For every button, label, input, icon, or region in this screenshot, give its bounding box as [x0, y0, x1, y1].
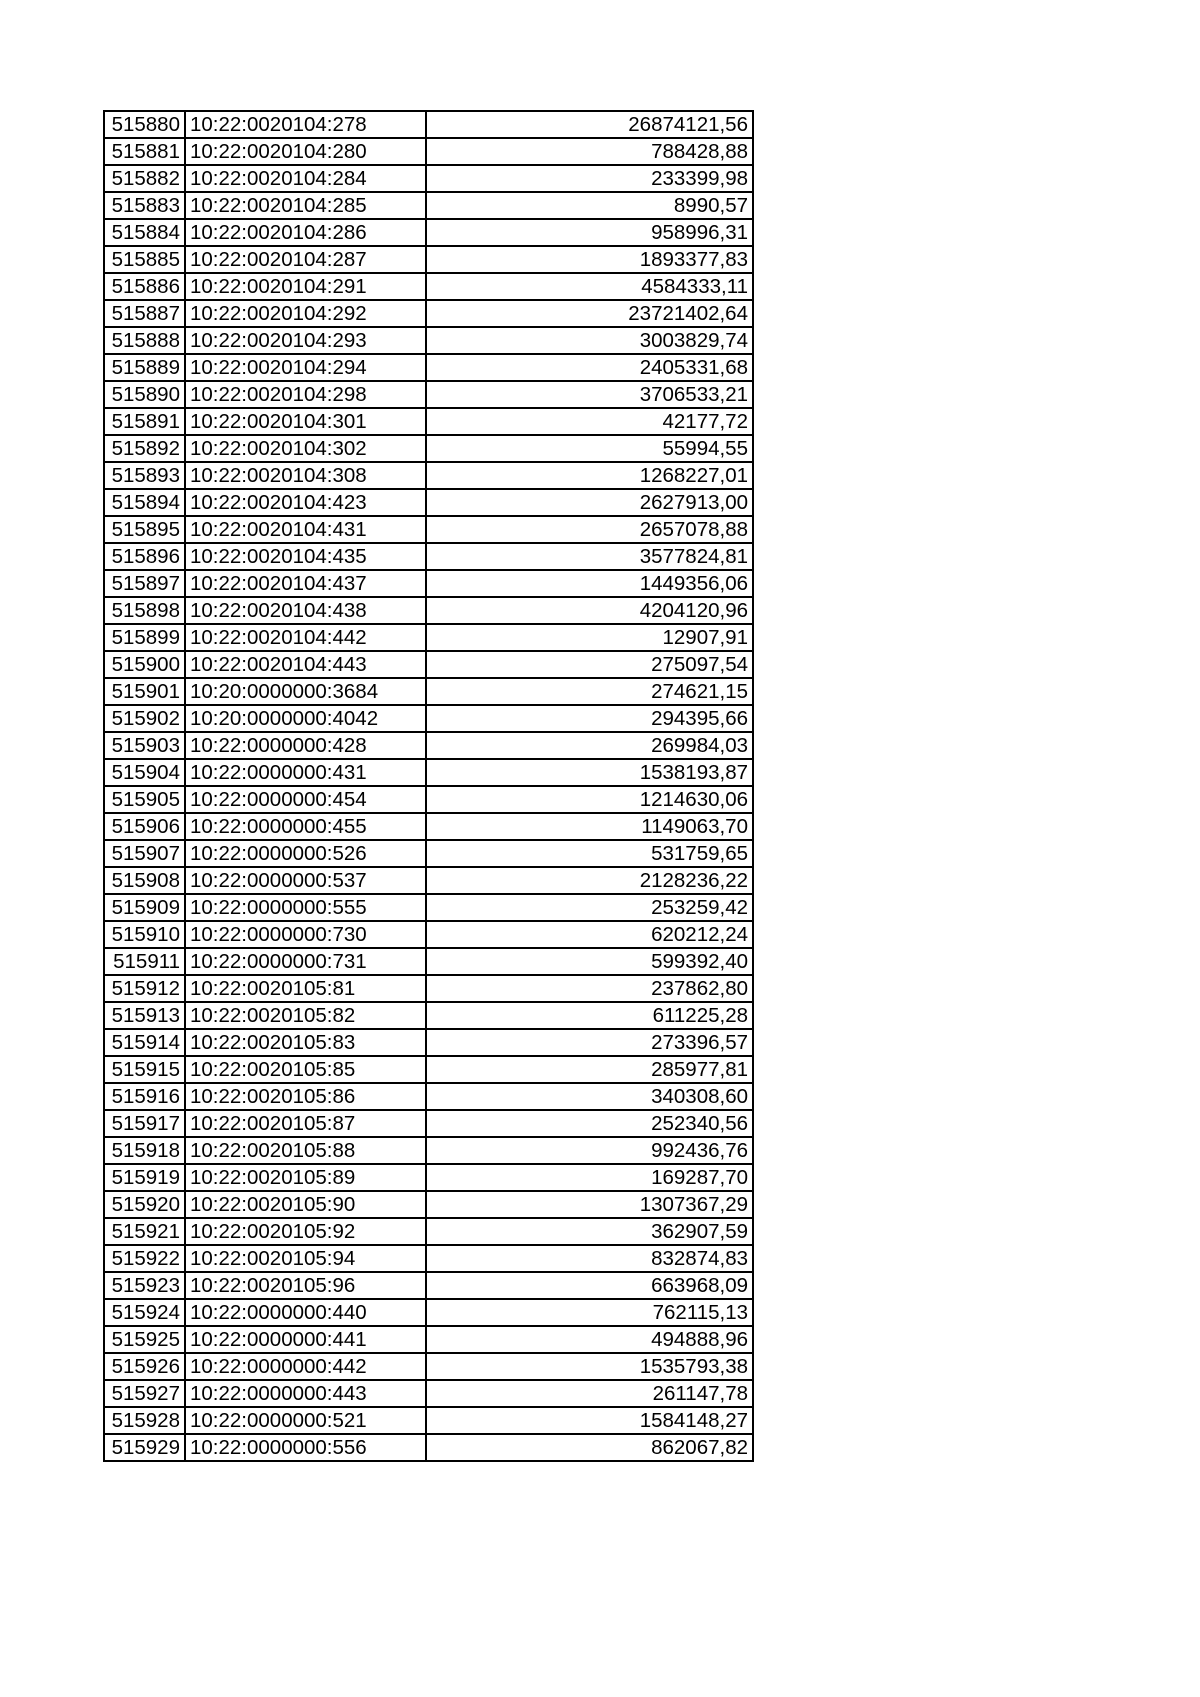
cadastral-number-cell: 10:22:0020104:278 [185, 111, 426, 138]
value-cell: 55994,55 [426, 435, 753, 462]
value-cell: 992436,76 [426, 1137, 753, 1164]
row-id-cell: 515909 [104, 894, 185, 921]
value-cell: 252340,56 [426, 1110, 753, 1137]
value-cell: 531759,65 [426, 840, 753, 867]
table-row [104, 1272, 753, 1299]
row-id-cell: 515893 [104, 462, 185, 489]
table-row [104, 1164, 753, 1191]
value-cell: 4204120,96 [426, 597, 753, 624]
row-id-cell: 515899 [104, 624, 185, 651]
row-id-cell: 515917 [104, 1110, 185, 1137]
cadastral-number-cell: 10:22:0020105:92 [185, 1218, 426, 1245]
value-cell: 261147,78 [426, 1380, 753, 1407]
row-id-cell: 515923 [104, 1272, 185, 1299]
table-row [104, 462, 753, 489]
row-id-cell: 515921 [104, 1218, 185, 1245]
value-cell: 762115,13 [426, 1299, 753, 1326]
cadastral-number-cell: 10:22:0020105:85 [185, 1056, 426, 1083]
table-row [104, 786, 753, 813]
row-id-cell: 515907 [104, 840, 185, 867]
value-cell: 1214630,06 [426, 786, 753, 813]
value-cell: 599392,40 [426, 948, 753, 975]
cadastral-number-cell: 10:22:0020104:302 [185, 435, 426, 462]
data-table [103, 110, 754, 1462]
row-id-cell: 515926 [104, 1353, 185, 1380]
table-row [104, 1218, 753, 1245]
table-row [104, 354, 753, 381]
cadastral-number-cell: 10:22:0000000:428 [185, 732, 426, 759]
value-cell: 2128236,22 [426, 867, 753, 894]
value-cell: 23721402,64 [426, 300, 753, 327]
cadastral-number-cell: 10:22:0000000:556 [185, 1434, 426, 1461]
value-cell: 832874,83 [426, 1245, 753, 1272]
cadastral-number-cell: 10:22:0000000:431 [185, 759, 426, 786]
row-id-cell: 515886 [104, 273, 185, 300]
value-cell: 362907,59 [426, 1218, 753, 1245]
row-id-cell: 515897 [104, 570, 185, 597]
row-id-cell: 515902 [104, 705, 185, 732]
value-cell: 1268227,01 [426, 462, 753, 489]
value-cell: 42177,72 [426, 408, 753, 435]
row-id-cell: 515918 [104, 1137, 185, 1164]
table-row [104, 1326, 753, 1353]
row-id-cell: 515912 [104, 975, 185, 1002]
cadastral-number-cell: 10:22:0000000:440 [185, 1299, 426, 1326]
table-row [104, 111, 753, 138]
table-row [104, 1110, 753, 1137]
row-id-cell: 515883 [104, 192, 185, 219]
row-id-cell: 515905 [104, 786, 185, 813]
table-row [104, 759, 753, 786]
table-row [104, 489, 753, 516]
table-row [104, 678, 753, 705]
cadastral-number-cell: 10:22:0020104:287 [185, 246, 426, 273]
row-id-cell: 515904 [104, 759, 185, 786]
table-row [104, 1245, 753, 1272]
value-cell: 1307367,29 [426, 1191, 753, 1218]
table-row [104, 894, 753, 921]
row-id-cell: 515882 [104, 165, 185, 192]
row-id-cell: 515887 [104, 300, 185, 327]
cadastral-number-cell: 10:22:0020104:435 [185, 543, 426, 570]
cadastral-number-cell: 10:22:0000000:730 [185, 921, 426, 948]
row-id-cell: 515891 [104, 408, 185, 435]
row-id-cell: 515898 [104, 597, 185, 624]
row-id-cell: 515928 [104, 1407, 185, 1434]
table-row [104, 327, 753, 354]
cadastral-number-cell: 10:22:0020104:280 [185, 138, 426, 165]
table-row [104, 813, 753, 840]
table-row [104, 1191, 753, 1218]
cadastral-number-cell: 10:22:0020104:286 [185, 219, 426, 246]
cadastral-number-cell: 10:22:0020105:96 [185, 1272, 426, 1299]
table-row [104, 1299, 753, 1326]
table-row [104, 543, 753, 570]
table-row [104, 1083, 753, 1110]
cadastral-number-cell: 10:22:0020105:90 [185, 1191, 426, 1218]
row-id-cell: 515929 [104, 1434, 185, 1461]
value-cell: 2405331,68 [426, 354, 753, 381]
row-id-cell: 515896 [104, 543, 185, 570]
cadastral-number-cell: 10:22:0020104:423 [185, 489, 426, 516]
cadastral-number-cell: 10:22:0020104:291 [185, 273, 426, 300]
table-row [104, 1002, 753, 1029]
table-row [104, 435, 753, 462]
table-row [104, 732, 753, 759]
value-cell: 1893377,83 [426, 246, 753, 273]
value-cell: 274621,15 [426, 678, 753, 705]
cadastral-number-cell: 10:20:0000000:3684 [185, 678, 426, 705]
row-id-cell: 515924 [104, 1299, 185, 1326]
value-cell: 8990,57 [426, 192, 753, 219]
value-cell: 611225,28 [426, 1002, 753, 1029]
cadastral-number-cell: 10:22:0020104:308 [185, 462, 426, 489]
cadastral-number-cell: 10:22:0020104:293 [185, 327, 426, 354]
cadastral-number-cell: 10:22:0020105:88 [185, 1137, 426, 1164]
table-row [104, 516, 753, 543]
cadastral-number-cell: 10:22:0020105:83 [185, 1029, 426, 1056]
row-id-cell: 515914 [104, 1029, 185, 1056]
value-cell: 237862,80 [426, 975, 753, 1002]
cadastral-number-cell: 10:22:0020104:284 [185, 165, 426, 192]
row-id-cell: 515908 [104, 867, 185, 894]
table-row [104, 246, 753, 273]
table-row [104, 219, 753, 246]
value-cell: 12907,91 [426, 624, 753, 651]
value-cell: 1538193,87 [426, 759, 753, 786]
cadastral-number-cell: 10:22:0000000:521 [185, 1407, 426, 1434]
table-row [104, 1353, 753, 1380]
value-cell: 3003829,74 [426, 327, 753, 354]
cadastral-number-cell: 10:22:0020105:81 [185, 975, 426, 1002]
value-cell: 294395,66 [426, 705, 753, 732]
value-cell: 1149063,70 [426, 813, 753, 840]
value-cell: 273396,57 [426, 1029, 753, 1056]
cadastral-number-cell: 10:20:0000000:4042 [185, 705, 426, 732]
value-cell: 2657078,88 [426, 516, 753, 543]
value-cell: 494888,96 [426, 1326, 753, 1353]
row-id-cell: 515915 [104, 1056, 185, 1083]
table-row [104, 975, 753, 1002]
table-row [104, 867, 753, 894]
row-id-cell: 515900 [104, 651, 185, 678]
row-id-cell: 515910 [104, 921, 185, 948]
value-cell: 26874121,56 [426, 111, 753, 138]
row-id-cell: 515903 [104, 732, 185, 759]
table-row [104, 192, 753, 219]
value-cell: 788428,88 [426, 138, 753, 165]
table-row [104, 705, 753, 732]
cadastral-number-cell: 10:22:0000000:441 [185, 1326, 426, 1353]
row-id-cell: 515919 [104, 1164, 185, 1191]
table-row [104, 273, 753, 300]
row-id-cell: 515880 [104, 111, 185, 138]
table-body [104, 111, 753, 1461]
cadastral-number-cell: 10:22:0000000:455 [185, 813, 426, 840]
row-id-cell: 515913 [104, 1002, 185, 1029]
table-row [104, 1407, 753, 1434]
cadastral-number-cell: 10:22:0000000:537 [185, 867, 426, 894]
row-id-cell: 515881 [104, 138, 185, 165]
table-row [104, 840, 753, 867]
value-cell: 620212,24 [426, 921, 753, 948]
table-row [104, 1434, 753, 1461]
value-cell: 663968,09 [426, 1272, 753, 1299]
table-row [104, 165, 753, 192]
cadastral-number-cell: 10:22:0020104:285 [185, 192, 426, 219]
row-id-cell: 515925 [104, 1326, 185, 1353]
row-id-cell: 515895 [104, 516, 185, 543]
row-id-cell: 515922 [104, 1245, 185, 1272]
row-id-cell: 515920 [104, 1191, 185, 1218]
cadastral-number-cell: 10:22:0020104:298 [185, 381, 426, 408]
table-row [104, 570, 753, 597]
value-cell: 4584333,11 [426, 273, 753, 300]
table-row [104, 651, 753, 678]
cadastral-number-cell: 10:22:0020105:89 [185, 1164, 426, 1191]
value-cell: 169287,70 [426, 1164, 753, 1191]
cadastral-number-cell: 10:22:0020104:437 [185, 570, 426, 597]
table-row [104, 381, 753, 408]
value-cell: 3577824,81 [426, 543, 753, 570]
cadastral-number-cell: 10:22:0020104:443 [185, 651, 426, 678]
value-cell: 3706533,21 [426, 381, 753, 408]
value-cell: 253259,42 [426, 894, 753, 921]
cadastral-number-cell: 10:22:0020104:294 [185, 354, 426, 381]
cadastral-number-cell: 10:22:0020104:431 [185, 516, 426, 543]
table-row [104, 1056, 753, 1083]
row-id-cell: 515892 [104, 435, 185, 462]
cadastral-number-cell: 10:22:0020104:438 [185, 597, 426, 624]
cadastral-number-cell: 10:22:0020105:82 [185, 1002, 426, 1029]
table-row [104, 948, 753, 975]
row-id-cell: 515894 [104, 489, 185, 516]
value-cell: 275097,54 [426, 651, 753, 678]
cadastral-number-cell: 10:22:0020105:86 [185, 1083, 426, 1110]
row-id-cell: 515889 [104, 354, 185, 381]
table-row [104, 624, 753, 651]
value-cell: 1584148,27 [426, 1407, 753, 1434]
cadastral-number-cell: 10:22:0000000:454 [185, 786, 426, 813]
cadastral-number-cell: 10:22:0000000:731 [185, 948, 426, 975]
table-row [104, 300, 753, 327]
value-cell: 1535793,38 [426, 1353, 753, 1380]
table-row [104, 1380, 753, 1407]
cadastral-number-cell: 10:22:0020105:94 [185, 1245, 426, 1272]
table-row [104, 921, 753, 948]
value-cell: 1449356,06 [426, 570, 753, 597]
value-cell: 269984,03 [426, 732, 753, 759]
row-id-cell: 515888 [104, 327, 185, 354]
row-id-cell: 515916 [104, 1083, 185, 1110]
cadastral-number-cell: 10:22:0020105:87 [185, 1110, 426, 1137]
row-id-cell: 515927 [104, 1380, 185, 1407]
table-row [104, 1029, 753, 1056]
table-row [104, 597, 753, 624]
value-cell: 862067,82 [426, 1434, 753, 1461]
cadastral-number-cell: 10:22:0000000:526 [185, 840, 426, 867]
table-row [104, 138, 753, 165]
cadastral-number-cell: 10:22:0000000:555 [185, 894, 426, 921]
row-id-cell: 515906 [104, 813, 185, 840]
row-id-cell: 515885 [104, 246, 185, 273]
row-id-cell: 515890 [104, 381, 185, 408]
cadastral-number-cell: 10:22:0000000:442 [185, 1353, 426, 1380]
value-cell: 2627913,00 [426, 489, 753, 516]
row-id-cell: 515884 [104, 219, 185, 246]
cadastral-number-cell: 10:22:0000000:443 [185, 1380, 426, 1407]
row-id-cell: 515911 [104, 948, 185, 975]
value-cell: 233399,98 [426, 165, 753, 192]
value-cell: 285977,81 [426, 1056, 753, 1083]
cadastral-number-cell: 10:22:0020104:442 [185, 624, 426, 651]
row-id-cell: 515901 [104, 678, 185, 705]
cadastral-number-cell: 10:22:0020104:292 [185, 300, 426, 327]
cadastral-number-cell: 10:22:0020104:301 [185, 408, 426, 435]
table-row [104, 408, 753, 435]
value-cell: 340308,60 [426, 1083, 753, 1110]
table-row [104, 1137, 753, 1164]
value-cell: 958996,31 [426, 219, 753, 246]
